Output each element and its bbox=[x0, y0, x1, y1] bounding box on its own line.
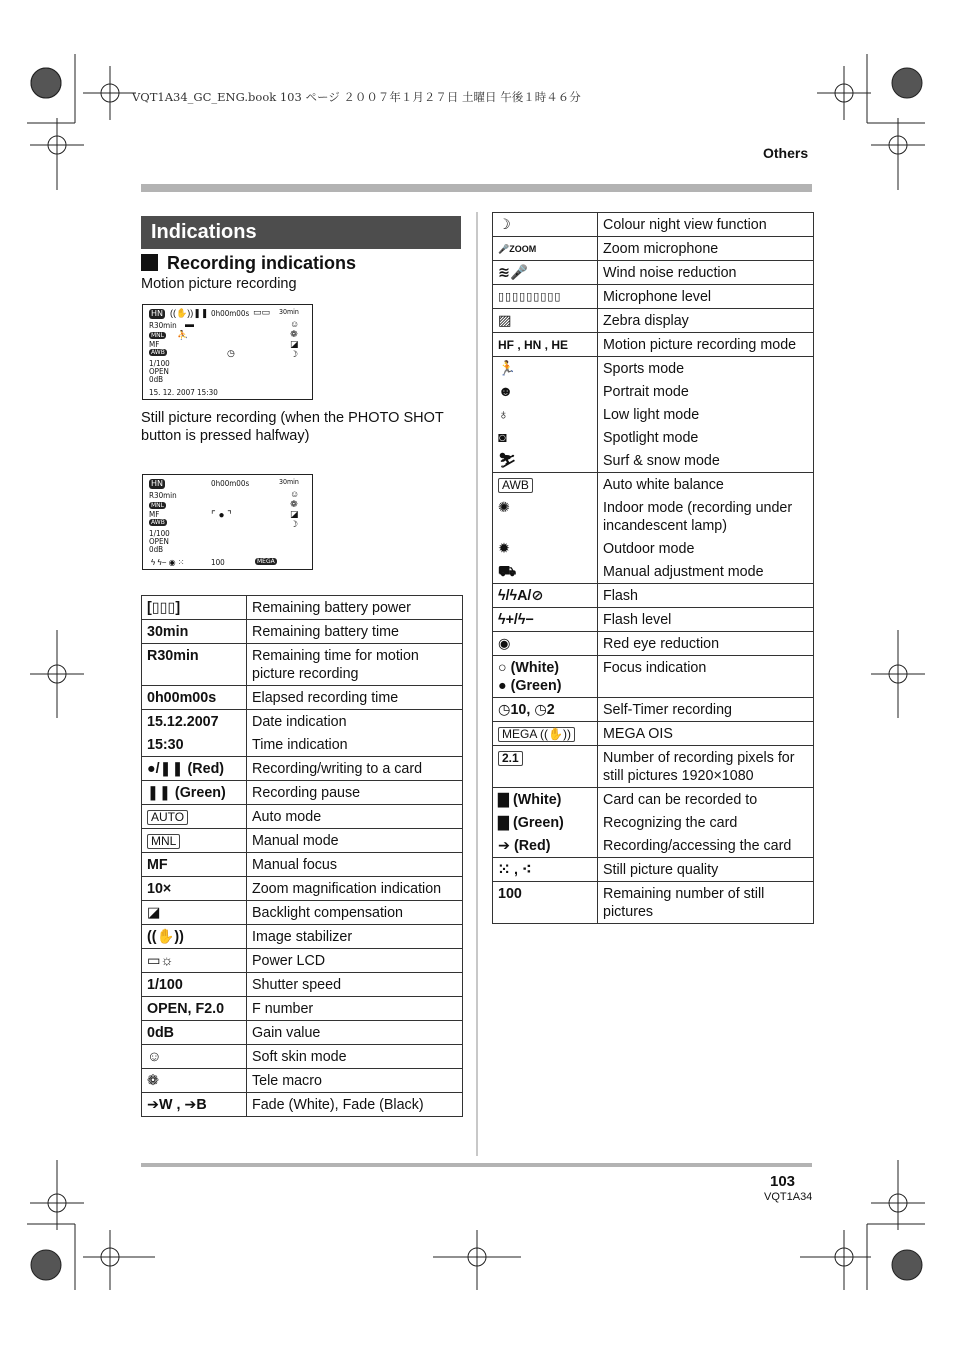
table-row bbox=[493, 357, 814, 381]
card-icon: ▇ bbox=[498, 792, 513, 808]
table-row bbox=[493, 746, 814, 788]
mega-badge: MEGA bbox=[257, 558, 275, 565]
mnl-badge: MNL bbox=[151, 502, 165, 509]
pixels-icon: 2.1 bbox=[498, 751, 523, 766]
description: Zoom magnification indication bbox=[247, 877, 463, 901]
table-row bbox=[493, 309, 814, 333]
flash-icon: ϟ/ϟA/⊘ bbox=[493, 584, 598, 608]
description: Flash bbox=[598, 584, 814, 608]
table-row bbox=[493, 632, 814, 656]
table-row bbox=[493, 333, 814, 357]
table-row bbox=[493, 380, 814, 403]
mode-badge: HN bbox=[151, 479, 163, 488]
card-green: (Green) bbox=[512, 815, 564, 831]
table-row bbox=[142, 620, 463, 644]
description: Zebra display bbox=[598, 309, 814, 333]
table-row bbox=[493, 698, 814, 722]
print-header: VQT1A34_GC_ENG.book 103 ページ ２００７年１月２７日 土曜日 午後１時４６分 bbox=[132, 90, 581, 104]
indicator: 0h00m00s bbox=[142, 686, 247, 710]
description: Number of recording pixels for still pictures 1920×1080 bbox=[598, 746, 814, 788]
backlight-icon: ◪ bbox=[142, 901, 247, 925]
page-number: 103 bbox=[770, 1173, 796, 1190]
description: Date indication bbox=[247, 710, 463, 734]
description: Gain value bbox=[247, 1021, 463, 1045]
table-row bbox=[493, 656, 814, 698]
description: Surf & snow mode bbox=[598, 449, 814, 473]
description: Power LCD bbox=[247, 949, 463, 973]
table-row bbox=[493, 788, 814, 812]
table-row bbox=[142, 644, 463, 686]
bottom-rule bbox=[141, 1163, 812, 1167]
indicator: [▯▯▯] bbox=[142, 596, 247, 620]
mnl-badge: MNL bbox=[147, 834, 180, 849]
right-icons: ☺ ❁ ◪ ☽ bbox=[290, 489, 300, 529]
elapsed-time: 0h00m00s bbox=[211, 309, 250, 318]
battery-icon: ▭▭ bbox=[253, 307, 271, 317]
description: Still picture quality bbox=[598, 858, 814, 882]
description: Self-Timer recording bbox=[598, 698, 814, 722]
remaining-time: R30min bbox=[149, 321, 177, 330]
table-row bbox=[142, 925, 463, 949]
table-row bbox=[142, 733, 463, 757]
table-row bbox=[142, 757, 463, 781]
table-row bbox=[493, 496, 814, 537]
description: Time indication bbox=[247, 733, 463, 757]
description: Manual adjustment mode bbox=[598, 560, 814, 584]
description: Manual focus bbox=[247, 853, 463, 877]
manual-adjust-icon: ⛟ bbox=[493, 560, 598, 584]
indicator: 100 bbox=[493, 882, 598, 924]
left-indications-table bbox=[141, 595, 463, 1117]
indicator: 15.12.2007 bbox=[142, 710, 247, 734]
description: Red eye reduction bbox=[598, 632, 814, 656]
table-row bbox=[493, 537, 814, 560]
description: Backlight compensation bbox=[247, 901, 463, 925]
description: Zoom microphone bbox=[598, 237, 814, 261]
table-row bbox=[493, 449, 814, 473]
motion-recording-screen bbox=[142, 304, 313, 400]
table-row bbox=[493, 473, 814, 497]
description: MEGA OIS bbox=[598, 722, 814, 746]
column-divider bbox=[476, 212, 478, 1156]
gain-value: 0dB bbox=[149, 375, 164, 384]
indicator: OPEN, F2.0 bbox=[142, 997, 247, 1021]
table-row bbox=[142, 949, 463, 973]
table-row bbox=[142, 1093, 463, 1117]
table-row bbox=[493, 882, 814, 924]
sports-icon: ⛹ bbox=[177, 330, 189, 340]
page-title: Indications bbox=[141, 216, 461, 249]
description: Wind noise reduction bbox=[598, 261, 814, 285]
mnl-badge: MNL bbox=[151, 332, 165, 339]
description: Recognizing the card bbox=[598, 811, 814, 834]
remaining-pictures: 100 bbox=[211, 558, 225, 567]
indoor-icon: ✺ bbox=[493, 496, 598, 537]
focus-indicator: ○ (White) ● (Green) bbox=[493, 656, 598, 698]
zebra-icon: ▨ bbox=[493, 309, 598, 333]
description: Remaining time for motion picture recording bbox=[247, 644, 463, 686]
mic-level-icon: ▯▯▯▯▯▯▯▯▯ bbox=[493, 285, 598, 309]
description: Portrait mode bbox=[598, 380, 814, 403]
tele-macro-icon: ❁ bbox=[142, 1069, 247, 1093]
table-row bbox=[493, 560, 814, 584]
description: Focus indication bbox=[598, 656, 814, 698]
table-row bbox=[493, 285, 814, 309]
table-row bbox=[493, 722, 814, 746]
portrait-icon: ☻ bbox=[493, 380, 598, 403]
description: Remaining number of still pictures bbox=[598, 882, 814, 924]
night-view-icon: ☽ bbox=[493, 213, 598, 237]
soft-skin-icon: ☺ bbox=[142, 1045, 247, 1069]
table-row bbox=[142, 1069, 463, 1093]
table-row bbox=[142, 1045, 463, 1069]
table-row bbox=[142, 997, 463, 1021]
subheading bbox=[141, 253, 356, 274]
table-row bbox=[493, 403, 814, 426]
section-label: Others bbox=[763, 145, 809, 161]
indicator: 1/100 bbox=[142, 973, 247, 997]
description: Outdoor mode bbox=[598, 537, 814, 560]
description: Recording/writing to a card bbox=[247, 757, 463, 781]
description: Auto mode bbox=[247, 805, 463, 829]
card-access-icon: ➔ bbox=[498, 838, 514, 854]
table-row bbox=[493, 213, 814, 237]
spotlight-icon: ◙ bbox=[493, 426, 598, 449]
mode-badge: HN bbox=[151, 309, 163, 318]
description: Motion picture recording mode bbox=[598, 333, 814, 357]
description: Soft skin mode bbox=[247, 1045, 463, 1069]
battery-time: 30min bbox=[279, 478, 299, 486]
description: Image stabilizer bbox=[247, 925, 463, 949]
subheading-text: Recording indications bbox=[167, 253, 357, 273]
outdoor-icon: ✹ bbox=[493, 537, 598, 560]
description: Low light mode bbox=[598, 403, 814, 426]
awb-badge: AWB bbox=[151, 519, 165, 526]
picture-quality-icon: ⁙ , ⁖ bbox=[493, 858, 598, 882]
table-row bbox=[142, 1021, 463, 1045]
table-row bbox=[493, 811, 814, 834]
description: Card can be recorded to bbox=[598, 788, 814, 812]
wind-noise-icon: ≋🎤 bbox=[493, 261, 598, 285]
card-white: (White) bbox=[512, 792, 562, 808]
table-row bbox=[493, 584, 814, 608]
low-light-icon: ♁ bbox=[493, 403, 598, 426]
mf-label: MF bbox=[149, 340, 160, 349]
table-row bbox=[142, 829, 463, 853]
still-recording-screen bbox=[142, 474, 313, 570]
indicator: 0dB bbox=[142, 1021, 247, 1045]
table-row bbox=[493, 237, 814, 261]
auto-badge: AUTO bbox=[147, 810, 188, 825]
indicator: 15:30 bbox=[142, 733, 247, 757]
description: F number bbox=[247, 997, 463, 1021]
battery-time: 30min bbox=[279, 308, 299, 316]
red-eye-icon: ◉ bbox=[493, 632, 598, 656]
description: Shutter speed bbox=[247, 973, 463, 997]
table-row bbox=[493, 858, 814, 882]
shutter-speed: 1/100 bbox=[149, 529, 170, 538]
table-row bbox=[493, 261, 814, 285]
description: Remaining battery time bbox=[247, 620, 463, 644]
awb-badge: AWB bbox=[151, 349, 165, 356]
card-red: (Red) bbox=[513, 838, 551, 854]
stabilizer-icon: ((✋))❚❚ bbox=[170, 308, 209, 318]
indicator: ●/❚❚ (Red) bbox=[142, 757, 247, 781]
focus-frame-icon: ⌜ ● ⌝ bbox=[211, 510, 232, 521]
table-row bbox=[142, 596, 463, 620]
gain-value: 0dB bbox=[149, 545, 164, 554]
surf-snow-icon: ⛷ bbox=[493, 449, 598, 473]
caption-motion: Motion picture recording bbox=[141, 276, 297, 292]
table-row bbox=[493, 834, 814, 858]
zoom-mic-icon: 🎤ZOOM bbox=[493, 237, 598, 261]
mf-label: MF bbox=[149, 510, 160, 519]
flash-icons: ϟ ϟ− ◉ ⁙ bbox=[151, 558, 185, 567]
description: Recording pause bbox=[247, 781, 463, 805]
description: Auto white balance bbox=[598, 473, 814, 497]
top-rule bbox=[141, 184, 812, 192]
description: Fade (White), Fade (Black) bbox=[247, 1093, 463, 1117]
shutter-speed: 1/100 bbox=[149, 359, 170, 368]
right-indications-table bbox=[492, 212, 814, 924]
awb-badge: AWB bbox=[498, 478, 533, 493]
card-icon: ▬ bbox=[185, 319, 194, 329]
elapsed-time: 0h00m00s bbox=[211, 479, 250, 488]
card-icon: ▇ bbox=[498, 815, 513, 831]
description: Sports mode bbox=[598, 357, 814, 381]
table-row bbox=[142, 973, 463, 997]
description: Flash level bbox=[598, 608, 814, 632]
square-bullet-icon bbox=[141, 254, 158, 271]
f-number: OPEN bbox=[149, 367, 169, 376]
sports-icon: 🏃 bbox=[493, 357, 598, 381]
description: Remaining battery power bbox=[247, 596, 463, 620]
timer-icon: ◷ bbox=[227, 348, 235, 358]
indicator: ❚❚ (Green) bbox=[142, 781, 247, 805]
flash-level-icon: ϟ+/ϟ− bbox=[493, 608, 598, 632]
table-row bbox=[142, 710, 463, 734]
page-code: VQT1A34 bbox=[764, 1191, 813, 1203]
right-icons: ☺ ❁ ◪ ☽ bbox=[290, 319, 300, 359]
self-timer-icon: ◷10, ◷2 bbox=[493, 698, 598, 722]
description: Spotlight mode bbox=[598, 426, 814, 449]
fade-icon: ➔W , ➔B bbox=[142, 1093, 247, 1117]
description: Recording/accessing the card bbox=[598, 834, 814, 858]
recording-mode-icons: HF , HN , HE bbox=[493, 333, 598, 357]
caption-still: Still picture recording (when the PHOTO SHOT button is pressed halfway) bbox=[141, 410, 444, 444]
power-lcd-icon: ▭☼ bbox=[142, 949, 247, 973]
description: Elapsed recording time bbox=[247, 686, 463, 710]
description: Manual mode bbox=[247, 829, 463, 853]
indicator: 10× bbox=[142, 877, 247, 901]
remaining-time: R30min bbox=[149, 491, 177, 500]
indicator: MF bbox=[142, 853, 247, 877]
stabilizer-icon: ((✋)) bbox=[142, 925, 247, 949]
date-time: 15. 12. 2007 15:30 bbox=[149, 388, 218, 397]
mega-ois-icon: MEGA ((✋)) bbox=[498, 727, 575, 742]
table-row bbox=[142, 901, 463, 925]
description: Tele macro bbox=[247, 1069, 463, 1093]
table-row bbox=[142, 781, 463, 805]
f-number: OPEN bbox=[149, 537, 169, 546]
table-row bbox=[142, 877, 463, 901]
table-row bbox=[142, 853, 463, 877]
indicator: 30min bbox=[142, 620, 247, 644]
indicator: R30min bbox=[142, 644, 247, 686]
table-row bbox=[493, 608, 814, 632]
table-row bbox=[493, 426, 814, 449]
description: Microphone level bbox=[598, 285, 814, 309]
table-row bbox=[142, 686, 463, 710]
table-row bbox=[142, 805, 463, 829]
description: Colour night view function bbox=[598, 213, 814, 237]
description: Indoor mode (recording under incandescent lamp) bbox=[598, 496, 814, 537]
